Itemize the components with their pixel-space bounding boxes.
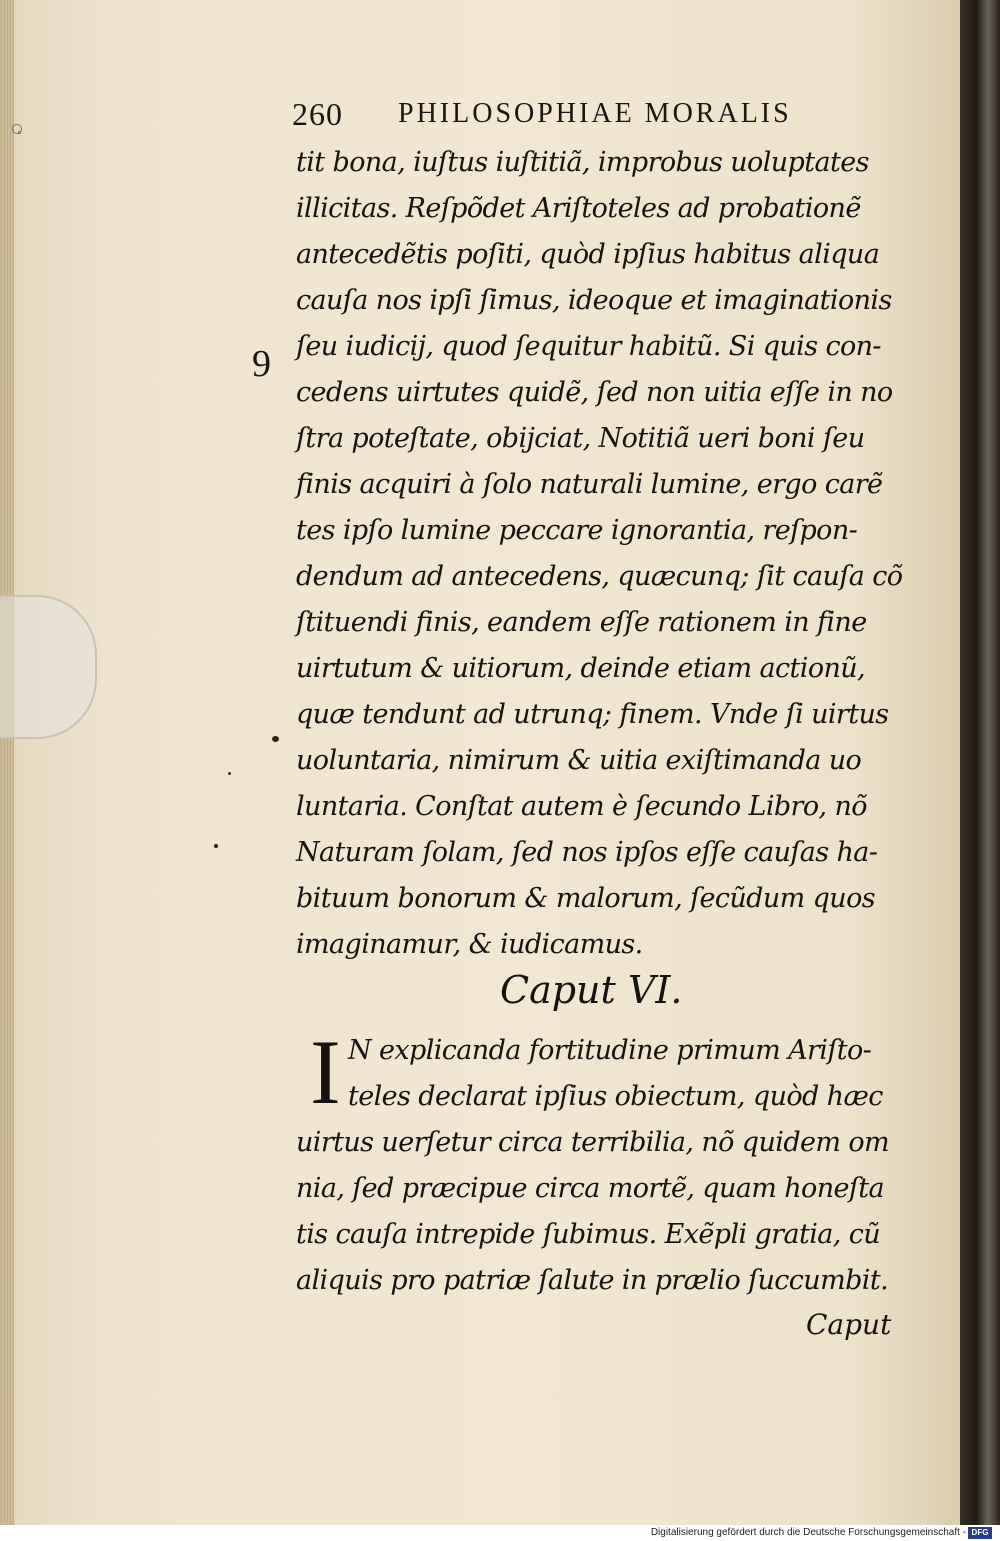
ink-speck	[214, 844, 218, 848]
chapter-text-line: teles declarat ipſius obiectum, quòd hæc	[348, 1081, 883, 1112]
text-line: tit bona, iuſtus iuſtitiã, improbus uoluptates	[296, 147, 869, 178]
footer-credit: Digitalisierung gefördert durch die Deutsche Forschungsgemeinschaft -	[650, 1527, 966, 1538]
drop-cap: I	[310, 1021, 341, 1123]
ink-speck	[228, 772, 231, 775]
text-line: bituum bonorum & malorum, ſecũdum quos	[296, 883, 875, 914]
book-edge	[960, 0, 1000, 1525]
running-head: PHILOSOPHIAE MORALIS	[398, 98, 792, 129]
text-line: cedens uirtutes quidẽ, ſed non uitia eſſe in no	[296, 377, 893, 408]
text-line: ſtituendi finis, eandem eſſe rationem in fine	[296, 607, 867, 638]
text-line: dendum ad antecedens, quæcunq; ſit cauſa cõ	[296, 561, 903, 592]
page-edges	[0, 0, 14, 1525]
text-line: luntaria. Conſtat autem è ſecundo Libro, nõ	[296, 791, 867, 822]
footer	[0, 1525, 1000, 1541]
text-line: Naturam ſolam, ſed nos ipſos eſſe cauſas ha-	[296, 837, 878, 868]
page-header	[292, 96, 872, 136]
ink-speck	[18, 131, 21, 134]
text-line: uoluntaria, nimirum & uitia exiſtimanda uo	[296, 745, 862, 776]
text-line: quæ tendunt ad utrunq; finem. Vnde ſi uirtus	[296, 699, 889, 730]
text-line: ſeu iudicij, quod ſequitur habitũ. Si quis con-	[296, 331, 881, 362]
text-line: ſtra poteſtate, obijciat, Notitiã ueri boni ſeu	[296, 423, 865, 454]
chapter-text-line: aliquis pro patriæ ſalute in prælio ſuccumbit.	[296, 1265, 889, 1296]
chapter-text-line: N explicanda fortitudine primum Ariſto-	[348, 1035, 872, 1066]
catchword: Caput	[806, 1308, 892, 1341]
text-line: cauſa nos ipſi ſimus, ideoque et imaginationis	[296, 285, 892, 316]
ink-speck	[272, 736, 279, 742]
text-line: imaginamur, & iudicamus.	[296, 929, 643, 960]
chapter-heading: Caput VI.	[500, 968, 683, 1012]
page-clip	[0, 595, 97, 739]
text-line: antecedẽtis poſiti, quòd ipſius habitus aliqua	[296, 239, 880, 270]
chapter-text-line: uirtus uerſetur circa terribilia, nõ quidem om	[296, 1127, 890, 1158]
text-line: illicitas. Reſpõdet Ariſtoteles ad probationẽ	[296, 193, 861, 224]
text-line: tes ipſo lumine peccare ignorantia, reſpon-	[296, 515, 858, 546]
marginal-note: 9	[252, 343, 271, 385]
text-line: uirtutum & uitiorum, deinde etiam actionũ,	[296, 653, 866, 684]
chapter-text-line: tis cauſa intrepide ſubimus. Exẽpli gratia, cũ	[296, 1219, 881, 1250]
chapter-text-line: nia, ſed præcipue circa mortẽ, quam honeſta	[296, 1173, 885, 1204]
dfg-logo-icon: DFG	[968, 1527, 992, 1539]
page-number: 260	[292, 96, 343, 132]
text-line: finis acquiri à ſolo naturali lumine, ergo carẽ	[296, 469, 883, 500]
